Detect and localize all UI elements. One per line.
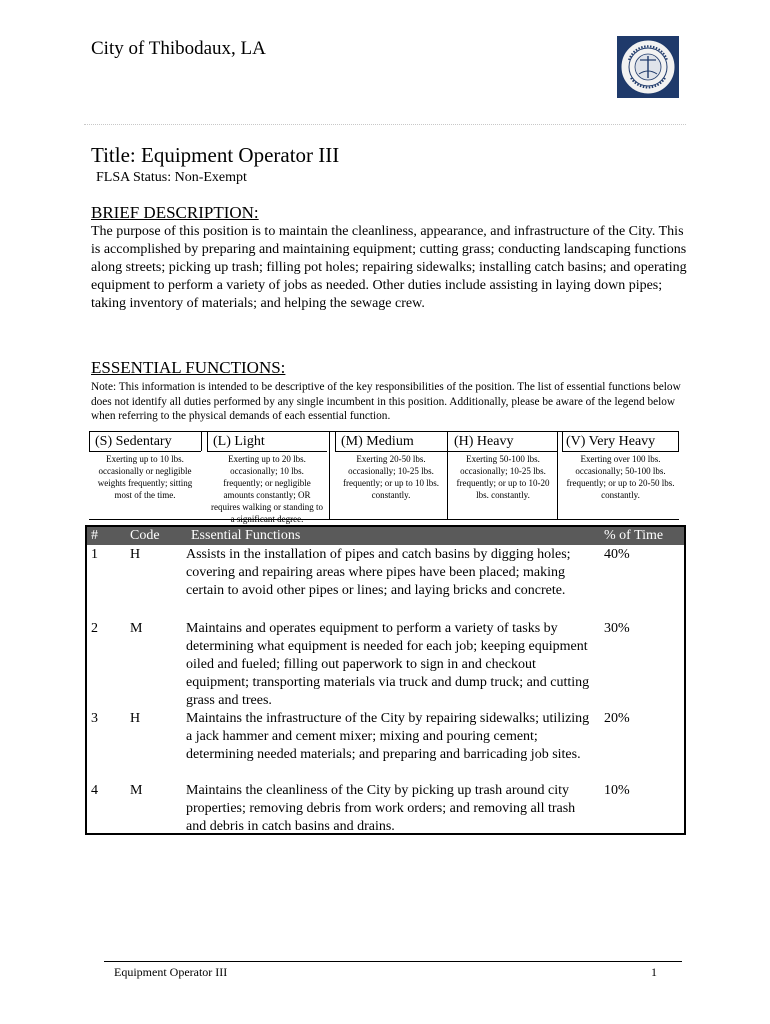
brief-description-text: The purpose of this position is to maintain the cleanliness, appearance, and infrastructure of the City. This is accomplished by preparing and maintaining equipment; cutting grass; conducting landscaping functions along streets; picking up trash; filling pot holes; repairing sidewalks; installing catch basins; and operating equipment to perform a variety of jobs as needed. Other duties include assisting in laying down pipes; taking inventory of materials; and helping the sewage crew. [91,224,687,311]
row-code: H [130,711,141,726]
row-percent: 30% [604,621,630,636]
legend-divider [201,432,202,451]
column-header-code: Code [130,528,160,543]
legend-divider [562,432,563,451]
legend-description: Exerting 20-50 lbs. occasionally; 10-25 lbs. frequently; or up to 10 lbs. constantly. [343,454,439,500]
legend-divider [335,432,336,451]
row-code: M [130,783,143,798]
table-header-row [87,527,684,545]
legend-divider [678,432,679,451]
essential-functions-table [85,525,686,835]
brief-description-heading: BRIEF DESCRIPTION: [91,203,259,222]
row-number: 2 [91,621,98,636]
row-percent: 40% [604,547,630,562]
column-header-functions: Essential Functions [191,528,301,543]
legend-sedentary [89,432,201,519]
legend-header: (S) Sedentary [89,432,201,452]
row-description: Maintains and operates equipment to perform a variety of tasks by determining what equipment is needed for each job; keeping equipment oiled and fueled; filling out paperwork to sign in and checkout equipment; transporting materials via truck and dump truck; and cutting grass and trees. [186,621,590,708]
legend-divider [557,432,558,519]
legend-description: Exerting up to 10 lbs. occasionally or negligible weights frequently; sitting most of the time. [97,454,193,500]
column-header-time: % of Time [604,528,664,543]
legend-light [207,432,327,524]
row-percent: 10% [604,783,630,798]
row-description: Assists in the installation of pipes and catch basins by digging holes; covering and repairing areas where pipes have been placed; making certain to avoid other pipes or lines; and laying bricks and concrete. [186,547,571,598]
row-code: M [130,621,143,636]
row-description: Maintains the infrastructure of the City by repairing sidewalks; utilizing a jack hammer and cement mixer; mixing and pouring cement; determining needed materials; and preparing and barricading job sites. [186,711,590,762]
row-number: 4 [91,783,98,798]
city-seal-icon [617,36,679,98]
flsa-status: FLSA Status: Non-Exempt [96,170,247,185]
footer-document-name: Equipment Operator III [114,965,228,979]
legend-description: Exerting up to 20 lbs. occasionally; 10 lbs. frequently; or negligible amounts constantly; OR requires walking or standing to a significant degree. [211,454,323,524]
legend-divider [329,432,330,519]
legend-divider [447,432,448,519]
legend-medium [335,432,447,519]
legend-very-heavy [562,432,679,519]
document-title: Title: Equipment Operator III [91,143,340,167]
legend-header: (V) Very Heavy [562,432,679,452]
legend-description: Exerting over 100 lbs. occasionally; 50-100 lbs. frequently; or up to 20-50 lbs. constantly. [566,454,675,500]
legend-header: (H) Heavy [448,432,558,452]
legend-divider [207,432,208,451]
essential-functions-heading: ESSENTIAL FUNCTIONS: [91,358,286,377]
legend-divider [89,432,90,451]
legend-header: (L) Light [207,432,327,452]
physical-demands-legend [89,431,679,524]
essential-functions-note: Note: This information is intended to be descriptive of the key responsibilities of the position. The list of essential functions below does not identify all duties performed by any single incumbent in this position. Additionally, please be aware of the legend below when referring to the physical demands of each essential function. [91,381,681,422]
row-number: 3 [91,711,98,726]
legend-description: Exerting 50-100 lbs. occasionally; 10-25 lbs. frequently; or up to 10-20 lbs. constantly. [456,454,550,500]
header-city: City of Thibodaux, LA [91,38,266,59]
header-divider [84,124,686,125]
page-number: 1 [651,965,657,979]
column-header-number: # [91,528,98,543]
row-code: H [130,547,141,562]
legend-header: (M) Medium [335,432,447,452]
row-number: 1 [91,547,98,562]
legend-heavy [448,432,558,519]
row-description: Maintains the cleanliness of the City by picking up trash around city properties; removing debris from work orders; and removing all trash and debris in catch basins and drains. [186,783,576,834]
row-percent: 20% [604,711,630,726]
footer-divider [104,961,682,962]
